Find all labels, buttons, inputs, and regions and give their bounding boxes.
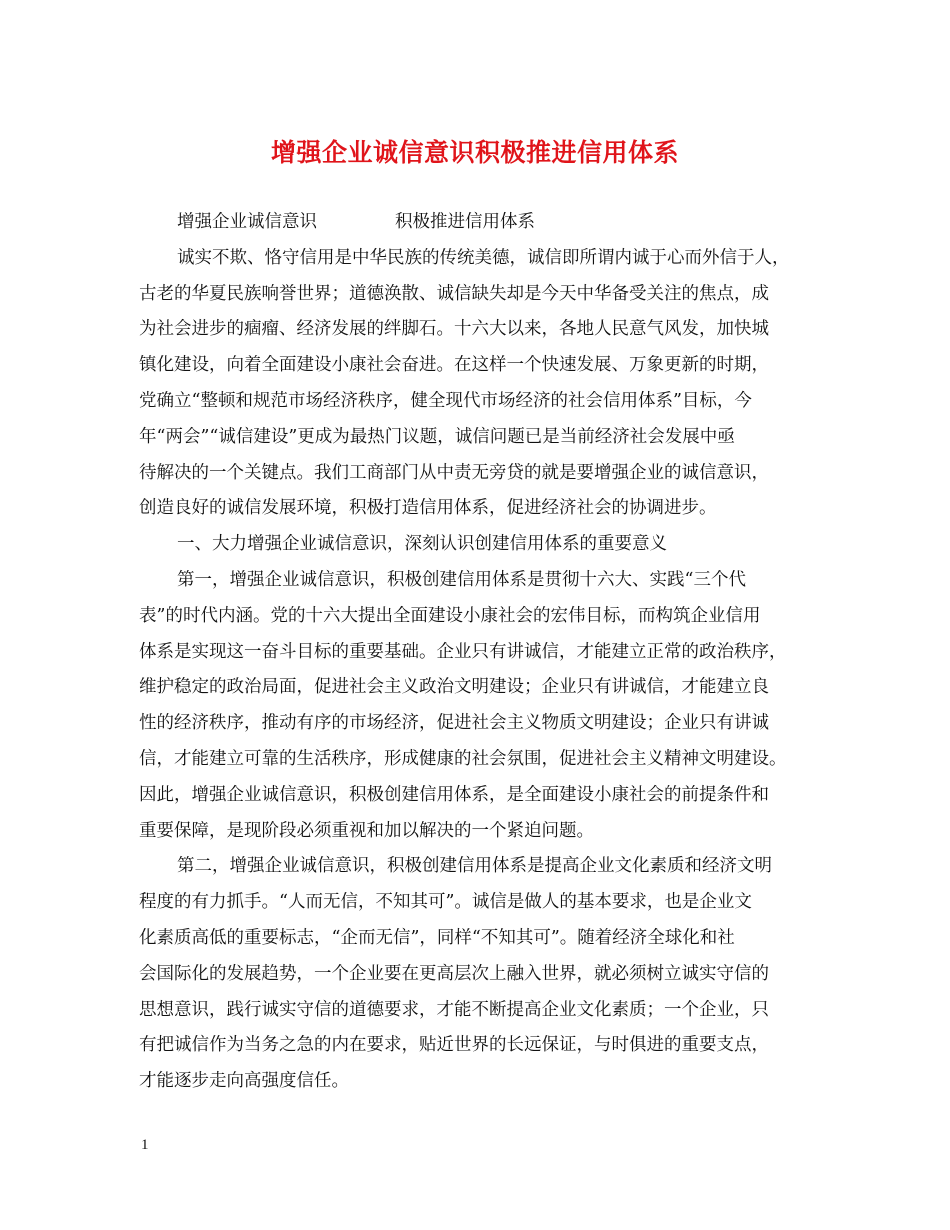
page-number: 1 bbox=[141, 1137, 149, 1153]
paragraph-line: 重要保障，是现阶段必须重视和加以解决的一个紧迫问题。 bbox=[139, 820, 594, 841]
document-body bbox=[139, 205, 829, 1100]
paragraph-line: 创造良好的诚信发展环境，积极打造信用体系，促进经济社会的协调进步。 bbox=[139, 498, 717, 519]
paragraph-line: 性的经济秩序，推动有序的市场经济，促进社会主义物质文明建设；企业只有讲诚 bbox=[139, 713, 769, 734]
paragraph-line: 信，才能建立可靠的生活秩序，形成健康的社会氛围，促进社会主义精神文明建设。 bbox=[139, 748, 787, 769]
paragraph-line: 思想意识，践行诚实守信的道德要求，才能不断提高企业文化素质；一个企业，只 bbox=[139, 999, 769, 1020]
paragraph-line: 程度的有力抓手。“人而无信，不知其可”。诚信是做人的基本要求，也是企业文 bbox=[139, 892, 752, 913]
paragraph-line: 镇化建设，向着全面建设小康社会奋进。在这样一个快速发展、万象更新的时期， bbox=[139, 355, 769, 376]
paragraph-line: 为社会进步的痼瘤、经济发展的绊脚石。十六大以来，各地人民意气风发，加快城 bbox=[139, 319, 769, 340]
section-heading: 一、大力增强企业诚信意识，深刻认识创建信用体系的重要意义 bbox=[177, 534, 667, 555]
paragraph-line: 才能逐步走向高强度信任。 bbox=[139, 1071, 349, 1092]
paragraph-line: 古老的华夏民族响誉世界；道德涣散、诚信缺失却是今天中华备受关注的焦点，成 bbox=[139, 283, 769, 304]
paragraph-line: 第二，增强企业诚信意识，积极创建信用体系是提高企业文化素质和经济文明 bbox=[177, 856, 772, 877]
paragraph-line: 第一，增强企业诚信意识，积极创建信用体系是贯彻十六大、实践“三个代 bbox=[177, 569, 746, 590]
subtitle-right: 积极推进信用体系 bbox=[395, 212, 535, 232]
paragraph-line: 有把诚信作为当务之急的内在要求，贴近世界的长远保证，与时俱进的重要支点， bbox=[139, 1035, 769, 1056]
subtitle-line bbox=[139, 205, 829, 241]
paragraph-line: 待解决的一个关键点。我们工商部门从中责无旁贷的就是要增强企业的诚信意识， bbox=[139, 462, 769, 483]
paragraph-line: 化素质高低的重要标志，“企而无信”，同样“不知其可”。随着经济全球化和社 bbox=[139, 927, 735, 948]
paragraph-line: 因此，增强企业诚信意识，积极创建信用体系，是全面建设小康社会的前提条件和 bbox=[139, 784, 769, 805]
subtitle-left: 增强企业诚信意识 bbox=[177, 212, 317, 232]
paragraph-line: 体系是实现这一奋斗目标的重要基础。企业只有讲诚信，才能建立正常的政治秩序， bbox=[139, 641, 787, 662]
paragraph-line: 年“两会”“诚信建设”更成为最热门议题，诚信问题已是当前经济社会发展中亟 bbox=[139, 426, 735, 447]
paragraph-line: 会国际化的发展趋势，一个企业要在更高层次上融入世界，就必须树立诚实守信的 bbox=[139, 963, 769, 984]
paragraph-line: 表”的时代内涵。党的十六大提出全面建设小康社会的宏伟目标，而构筑企业信用 bbox=[139, 605, 761, 626]
document-title: 增强企业诚信意识积极推进信用体系 bbox=[270, 138, 679, 167]
paragraph-line: 党确立“整顿和规范市场经济秩序，健全现代市场经济的社会信用体系”目标，今 bbox=[139, 390, 752, 411]
paragraph-line: 维护稳定的政治局面，促进社会主义政治文明建设；企业只有讲诚信，才能建立良 bbox=[139, 677, 769, 698]
paragraph-line: 诚实不欺、恪守信用是中华民族的传统美德，诚信即所谓内诚于心而外信于人， bbox=[177, 247, 790, 268]
